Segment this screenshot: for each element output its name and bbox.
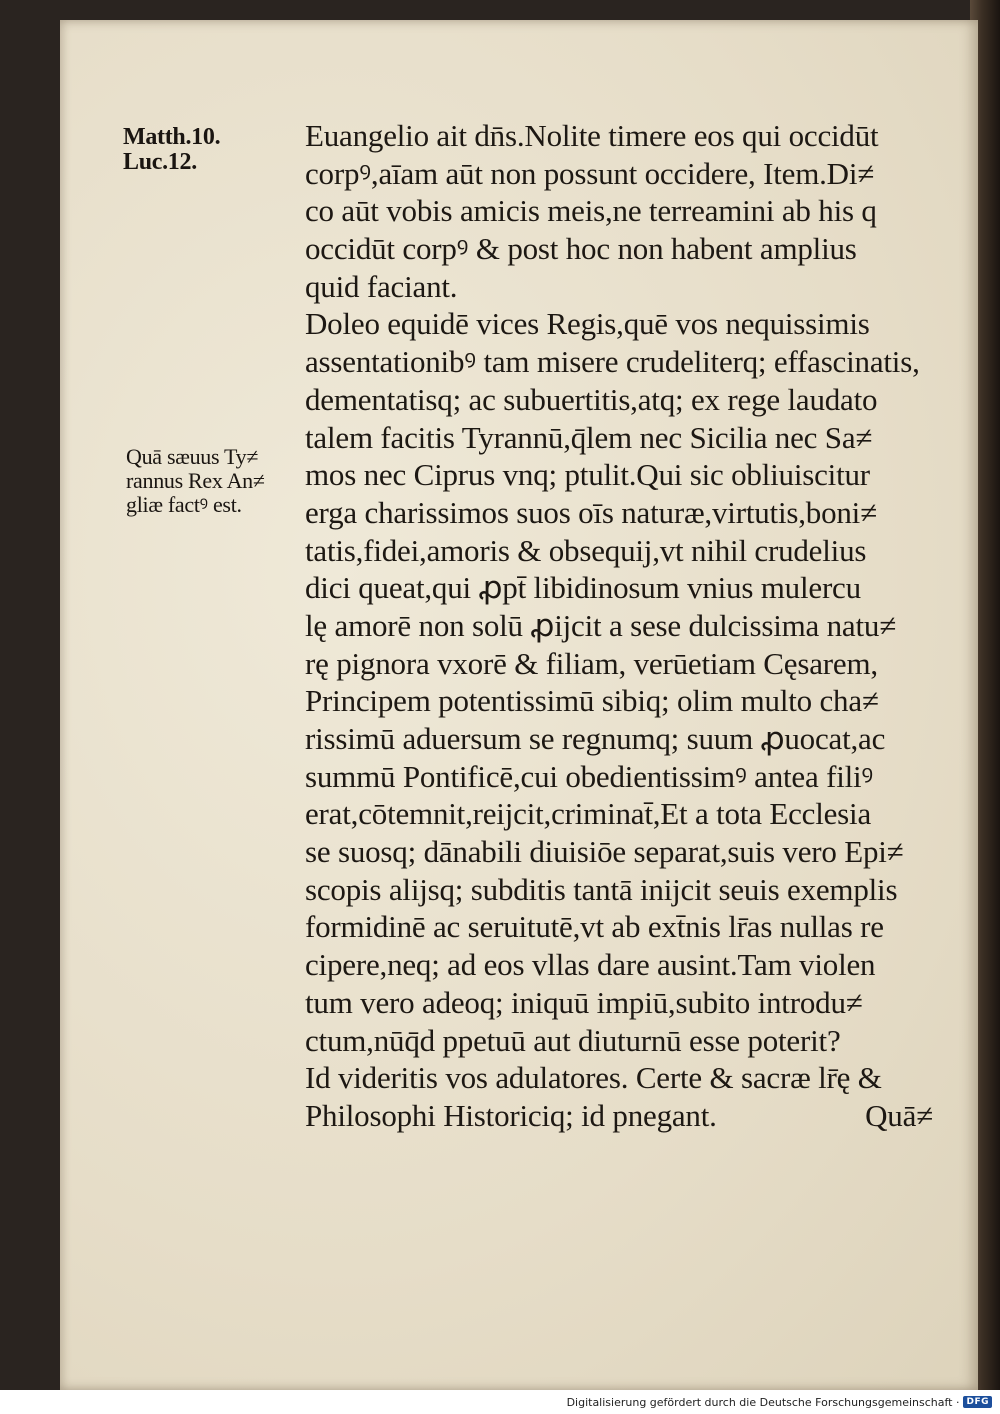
text-line: mos nec Ciprus vnq; ptulit.Qui sic obliuiscitur	[305, 457, 870, 493]
margin-note-line: Luc.12.	[123, 149, 197, 175]
text-line: occidūt corpꝰ & post hoc non habent amplius	[305, 231, 857, 267]
text-line: rissimū aduersum se regnumq; suum ꝓuocat,ac	[305, 721, 886, 756]
dfg-logo-icon: DFG	[963, 1396, 992, 1408]
margin-note-line: rannus Rex An≠	[126, 468, 265, 493]
text-line: rę pignora vxorē & filiam, verūetiam Cęsarem,	[305, 645, 878, 681]
text-line: Euangelio ait dn̄s.Nolite timere eos qui occidūt	[305, 118, 879, 153]
margin-note-matthew	[123, 125, 220, 175]
margin-note-tyrannus	[126, 445, 265, 517]
digitization-footer	[0, 1390, 1000, 1414]
text-line: ctum,nūq̄d ppetuū aut diuturnū esse poterit?	[305, 1022, 841, 1058]
text-line: quid faciant.	[305, 268, 458, 304]
text-line: dementatisq; ac subuertitis,atq; ex rege laudato	[305, 381, 878, 417]
margin-note-line: Matth.10.	[123, 124, 221, 150]
text-line: Philosophi Historiciq; id pnegant.	[305, 1097, 717, 1133]
text-line: summū Pontificē,cui obedientissimꝰ antea filiꝰ	[305, 758, 874, 794]
text-line: cipere,neq; ad eos vllas dare ausint.Tam violen	[305, 947, 876, 983]
main-text-block	[305, 117, 945, 1135]
text-line: formidinē ac seruitutē,vt ab ext̄nis lr̄as nullas re	[305, 909, 884, 945]
text-line: talem facitis Tyrannū,q̄lem nec Sicilia nec Sa≠	[305, 419, 873, 455]
text-line: dici queat,qui ꝓpt̄ libidinosum vnius mulercu	[305, 570, 861, 606]
footer-credit: Digitalisierung gefördert durch die Deutsche Forschungsgemeinschaft ·	[566, 1395, 960, 1409]
text-line: Doleo equidē vices Regis,quē vos nequissimis	[305, 306, 870, 342]
text-line: tum vero adeoq; iniquū impiū,subito introdu≠	[305, 984, 863, 1020]
margin-note-line: gliæ factꝰ est.	[126, 492, 242, 517]
text-line: assentationibꝰ tam misere crudeliterq; effascinatis,	[305, 344, 920, 380]
text-line: erga charissimos suos oīs naturæ,virtutis,boni≠	[305, 494, 877, 530]
text-line: Id videritis vos adulatores. Certe & sacræ lr̄ę &	[305, 1060, 882, 1096]
text-line: tatis,fidei,amoris & obsequij,vt nihil crudelius	[305, 532, 867, 568]
text-line: corpꝰ,aīam aūt non possunt occidere, Item.Di≠	[305, 155, 875, 191]
text-line: se suosq; dānabili diuisiōe separat,suis vero Epi≠	[305, 834, 904, 870]
text-line: Principem potentissimū sibiq; olim multo cha≠	[305, 683, 879, 719]
catchword: Quā≠	[865, 1097, 933, 1133]
text-line: co aūt vobis amicis meis,ne terreamini ab his q	[305, 193, 877, 229]
text-line-last	[305, 1097, 933, 1135]
text-line: lę amorē non solū ꝓijcit a sese dulcissima natu≠	[305, 607, 897, 643]
margin-note-line: Quā sæuus Ty≠	[126, 444, 259, 469]
text-line: erat,cōtemnit,reijcit,criminat̄,Et a tota Ecclesia	[305, 796, 872, 832]
text-line: scopis alijsq; subditis tantā inijcit seuis exemplis	[305, 871, 898, 907]
